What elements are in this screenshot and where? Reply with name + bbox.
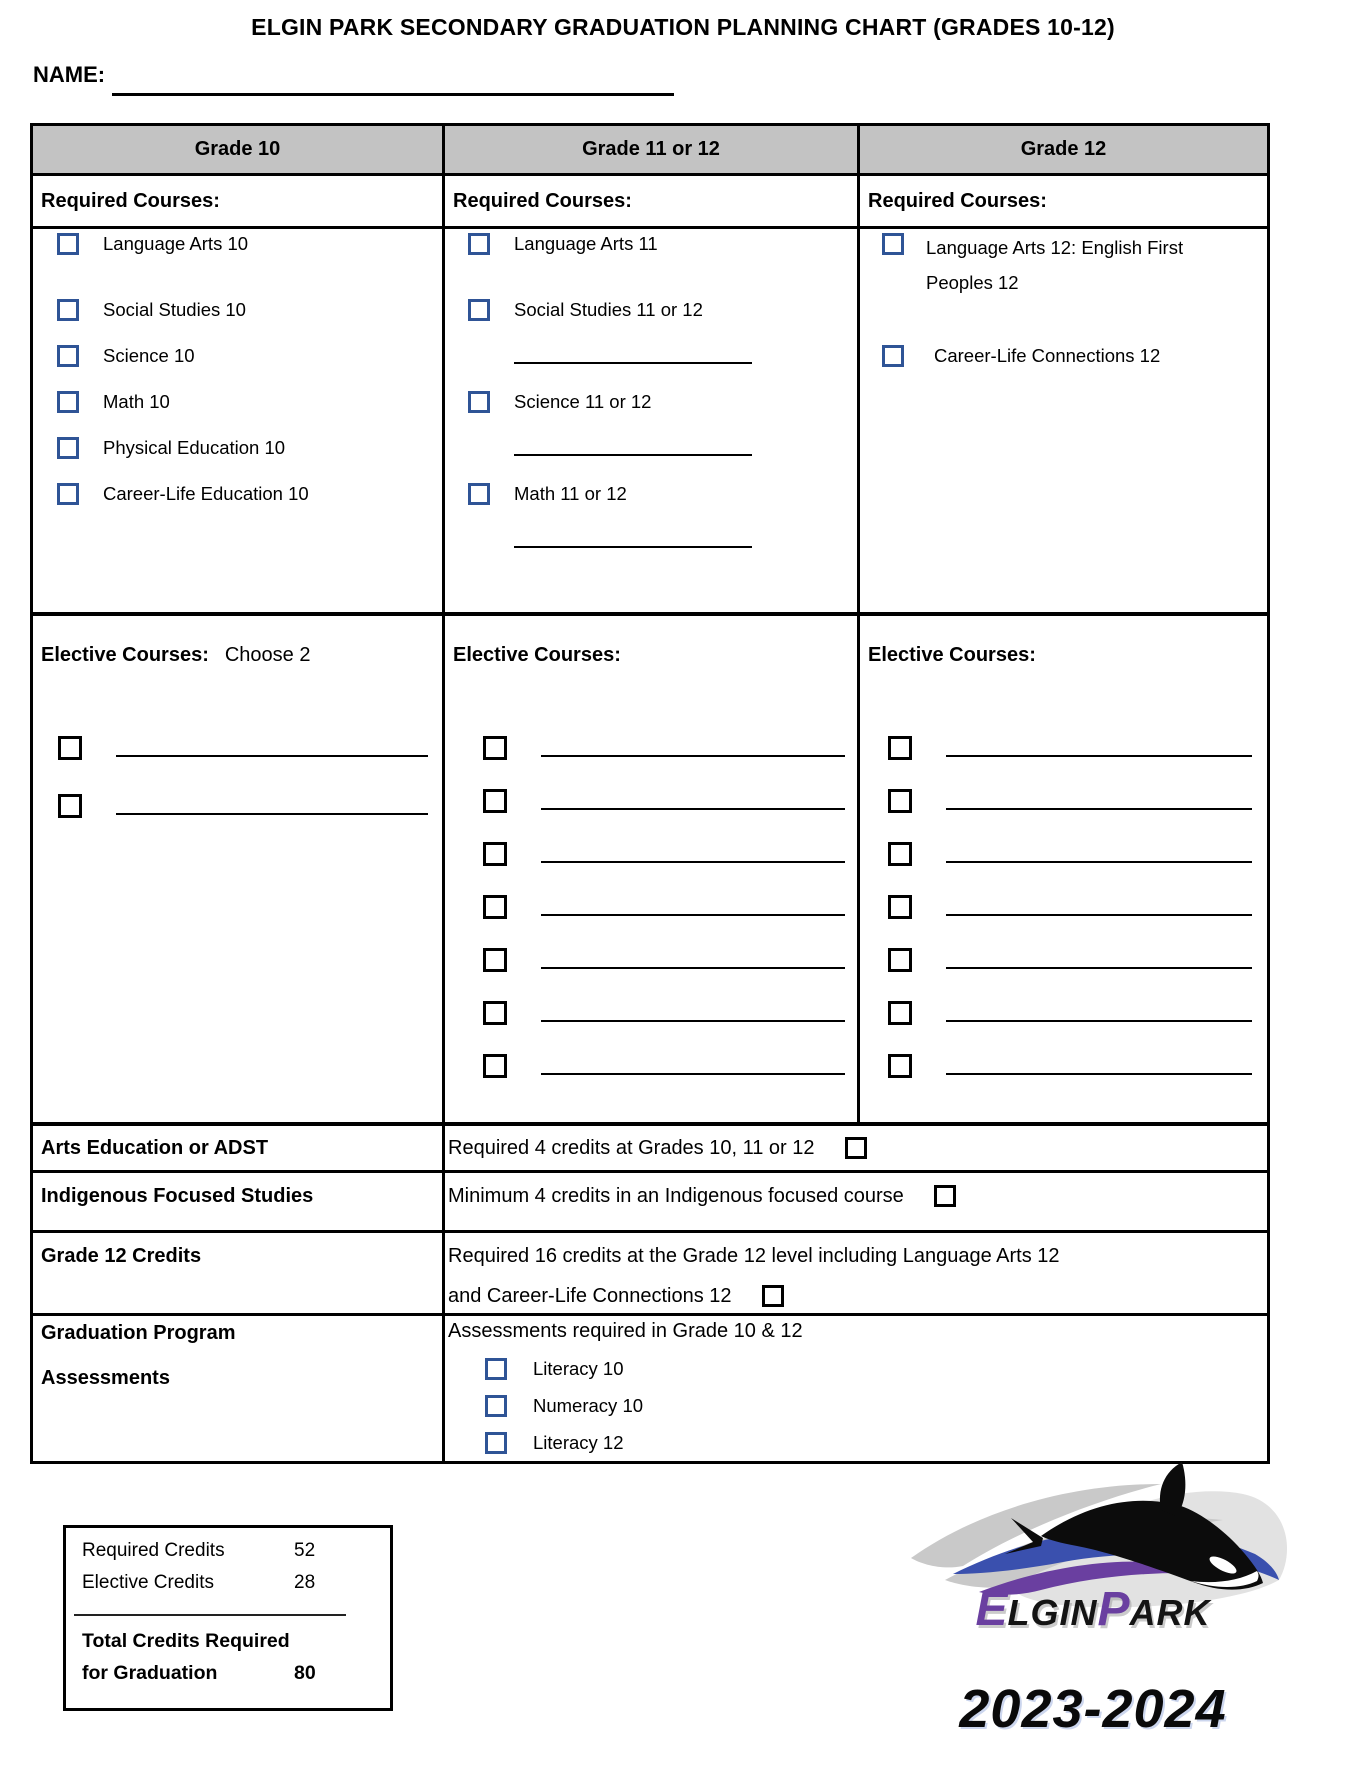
assessment-item	[485, 1395, 643, 1417]
assessment-label: Numeracy 10	[533, 1395, 644, 1416]
course-label: Social Studies 10	[103, 299, 246, 320]
checkbox[interactable]	[888, 736, 912, 760]
wordmark-letter-e: E	[975, 1583, 1008, 1636]
total-credits-label-line2: for Graduation	[82, 1662, 218, 1684]
checkbox[interactable]	[762, 1285, 784, 1307]
course-label: Math 10	[103, 391, 170, 412]
elective-blank-item	[888, 736, 1252, 760]
wordmark-ark: ARK	[1129, 1592, 1211, 1633]
page-title: ELGIN PARK SECONDARY GRADUATION PLANNING CHART (GRADES 10-12)	[251, 14, 1115, 40]
elective-credits-row	[82, 1572, 315, 1594]
checkbox[interactable]	[57, 233, 79, 255]
course-item	[882, 344, 1160, 368]
elective-blank-item	[58, 736, 428, 760]
elective-blank-item	[483, 948, 845, 972]
course-label: Career-Life Connections 12	[934, 345, 1161, 366]
checkbox[interactable]	[888, 1054, 912, 1078]
total-credits-value: 80	[294, 1662, 316, 1684]
column-header-grade-12: Grade 12	[1020, 138, 1107, 160]
course-item	[57, 436, 285, 460]
blank-line[interactable]	[541, 914, 845, 916]
blank-line[interactable]	[946, 967, 1252, 969]
checkbox[interactable]	[845, 1137, 867, 1159]
name-label: NAME:	[33, 62, 106, 87]
checkbox[interactable]	[882, 233, 904, 255]
assessments-label-line1: Graduation Program	[41, 1322, 236, 1344]
checkbox[interactable]	[888, 948, 912, 972]
elective-blank-item	[888, 1001, 1252, 1025]
blank-line[interactable]	[946, 755, 1252, 757]
checkbox[interactable]	[57, 299, 79, 321]
course-label-line2: Peoples 12	[926, 272, 1019, 293]
blank-line[interactable]	[541, 1020, 845, 1022]
elective-courses-label-grade10	[41, 644, 310, 667]
checkbox[interactable]	[483, 1001, 507, 1025]
total-credits-label-line1: Total Credits Required	[82, 1630, 290, 1652]
course-label: Science 11 or 12	[514, 391, 652, 412]
course-item	[57, 298, 246, 322]
assessment-label: Literacy 10	[533, 1358, 624, 1379]
checkbox[interactable]	[57, 391, 79, 413]
required-courses-label-grade11: Required Courses:	[453, 190, 632, 212]
assessment-item	[485, 1432, 624, 1454]
course-item	[57, 390, 170, 414]
grade12-credits-label: Grade 12 Credits	[41, 1245, 202, 1267]
elective-blank-item	[888, 1054, 1252, 1078]
elective-blank-item	[483, 1001, 845, 1025]
checkbox[interactable]	[57, 345, 79, 367]
wordmark-letter-p: P	[1097, 1583, 1130, 1636]
requirement-text: Required 4 credits at Grades 10, 11 or 12	[448, 1136, 815, 1159]
blank-line[interactable]	[514, 454, 752, 456]
blank-line[interactable]	[116, 755, 428, 757]
checkbox[interactable]	[483, 789, 507, 813]
checkbox[interactable]	[468, 391, 490, 413]
grade12-credits-requirement-line1: Required 16 credits at the Grade 12 level including Language Arts 12	[448, 1245, 1060, 1267]
elective-credits-value: 28	[294, 1572, 316, 1593]
checkbox[interactable]	[468, 483, 490, 505]
checkbox[interactable]	[58, 794, 82, 818]
elective-courses-label-grade12: Elective Courses:	[868, 644, 1036, 666]
required-courses-label-grade10: Required Courses:	[41, 190, 220, 212]
checkbox[interactable]	[468, 299, 490, 321]
blank-line[interactable]	[541, 967, 845, 969]
blank-line[interactable]	[541, 1073, 845, 1075]
requirement-text: Minimum 4 credits in an Indigenous focused course	[448, 1184, 904, 1207]
checkbox[interactable]	[468, 233, 490, 255]
planning-table	[30, 123, 1270, 1464]
course-label: Language Arts 11	[514, 233, 658, 254]
row-divider	[33, 226, 1267, 229]
indigenous-studies-label: Indigenous Focused Studies	[41, 1185, 314, 1207]
elective-blank-item	[483, 1054, 845, 1078]
elective-blank-item	[483, 842, 845, 866]
assessments-requirement: Assessments required in Grade 10 & 12	[448, 1320, 803, 1342]
row-divider	[33, 1170, 1267, 1173]
grade12-credits-requirement-line2	[448, 1276, 784, 1316]
row-divider	[33, 173, 1267, 176]
checkbox[interactable]	[483, 736, 507, 760]
blank-line[interactable]	[946, 808, 1252, 810]
checkbox[interactable]	[934, 1185, 956, 1207]
course-item	[57, 344, 195, 368]
row-divider	[33, 612, 1267, 616]
course-label-line1: Language Arts 12: English First	[926, 237, 1184, 258]
total-credits-row	[82, 1662, 316, 1685]
indigenous-studies-requirement	[448, 1176, 956, 1216]
blank-line[interactable]	[946, 914, 1252, 916]
course-label: Science 10	[103, 345, 195, 366]
elective-blank-item	[483, 789, 845, 813]
checkbox[interactable]	[888, 895, 912, 919]
checkbox[interactable]	[485, 1358, 507, 1380]
required-credits-row	[82, 1540, 315, 1562]
column-header-grade-11-or-12: Grade 11 or 12	[582, 138, 720, 160]
course-label: Math 11 or 12	[514, 483, 627, 504]
course-label: Language Arts 10	[103, 233, 249, 254]
elective-courses-label-grade11: Elective Courses:	[453, 644, 621, 666]
elective-blank-item	[888, 895, 1252, 919]
elective-blank-item	[888, 789, 1252, 813]
course-label: Career-Life Education 10	[103, 483, 309, 504]
checkbox[interactable]	[888, 842, 912, 866]
blank-line[interactable]	[541, 861, 845, 863]
credits-summary-box	[63, 1525, 393, 1711]
blank-line[interactable]	[946, 1020, 1252, 1022]
assessment-item	[485, 1358, 624, 1380]
blank-line[interactable]	[541, 808, 845, 810]
checkbox[interactable]	[485, 1395, 507, 1417]
checkbox[interactable]	[882, 345, 904, 367]
checkbox[interactable]	[483, 1054, 507, 1078]
elective-blank-item	[888, 948, 1252, 972]
wordmark-lgin: LGIN	[1007, 1592, 1098, 1633]
required-credits-value: 52	[294, 1540, 316, 1561]
elective-note: Choose 2	[224, 644, 311, 666]
course-item	[468, 232, 658, 256]
checkbox[interactable]	[483, 948, 507, 972]
arts-education-requirement	[448, 1126, 867, 1170]
course-label: Social Studies 11 or 12	[514, 299, 703, 320]
blank-line[interactable]	[116, 813, 428, 815]
course-item	[468, 482, 627, 506]
required-credits-label: Required Credits	[82, 1540, 225, 1561]
arts-education-label: Arts Education or ADST	[41, 1137, 269, 1159]
blank-line[interactable]	[946, 861, 1252, 863]
credits-divider	[74, 1614, 346, 1616]
checkbox[interactable]	[57, 437, 79, 459]
column-header-grade-10: Grade 10	[194, 138, 281, 160]
checkbox[interactable]	[888, 1001, 912, 1025]
elective-blank-item	[483, 895, 845, 919]
blank-line[interactable]	[514, 362, 752, 364]
checkbox[interactable]	[57, 483, 79, 505]
name-input-line[interactable]	[112, 66, 674, 96]
course-item	[468, 390, 651, 414]
elective-blank-item	[483, 736, 845, 760]
assessment-label: Literacy 12	[533, 1432, 624, 1453]
checkbox[interactable]	[483, 895, 507, 919]
course-item	[57, 482, 309, 506]
elective-blank-item	[888, 842, 1252, 866]
elective-credits-label: Elective Credits	[82, 1572, 214, 1593]
column-divider	[442, 126, 445, 1461]
requirement-text: and Career-Life Connections 12	[448, 1284, 732, 1307]
school-logo	[888, 1462, 1298, 1762]
checkbox[interactable]	[485, 1432, 507, 1454]
blank-line[interactable]	[514, 546, 752, 548]
blank-line[interactable]	[946, 1073, 1252, 1075]
column-divider	[857, 126, 860, 1126]
checkbox[interactable]	[483, 842, 507, 866]
assessments-label-line2: Assessments	[41, 1367, 170, 1389]
elective-label-text: Elective Courses:	[41, 644, 209, 666]
course-item	[882, 230, 1183, 300]
required-courses-label-grade12: Required Courses:	[868, 190, 1047, 212]
elective-blank-item	[58, 794, 428, 818]
course-label: Physical Education 10	[103, 437, 286, 458]
course-item	[57, 232, 248, 256]
course-item	[468, 298, 703, 322]
school-year: 2023-2024	[959, 1679, 1227, 1739]
blank-line[interactable]	[541, 755, 845, 757]
school-wordmark	[888, 1582, 1298, 1637]
checkbox[interactable]	[58, 736, 82, 760]
row-divider	[33, 1230, 1267, 1233]
checkbox[interactable]	[888, 789, 912, 813]
